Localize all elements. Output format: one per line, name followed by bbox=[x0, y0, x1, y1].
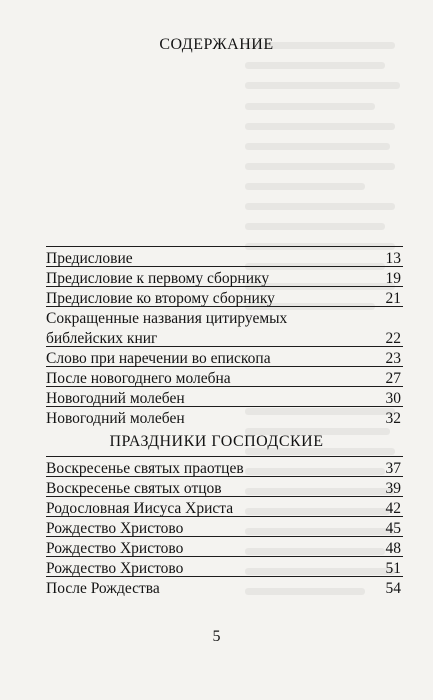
toc-entry-title: Рождество Христово bbox=[46, 560, 184, 577]
toc-entry bbox=[46, 409, 401, 429]
toc-entry-page: 13 bbox=[385, 250, 401, 267]
toc-entry-page: 54 bbox=[385, 580, 401, 597]
toc-entry-title: Сокращенные названия цитируемых библейских книг bbox=[46, 310, 288, 347]
toc-entry-page: 23 bbox=[385, 350, 401, 367]
page-number: 5 bbox=[212, 628, 221, 645]
entry-divider bbox=[46, 536, 403, 537]
entry-divider bbox=[46, 456, 403, 457]
toc-entry-title: Предисловие ко второму сборнику bbox=[46, 290, 275, 307]
toc-entry-page: 42 bbox=[385, 500, 401, 517]
section-heading: ПРАЗДНИКИ ГОСПОДСКИЕ bbox=[109, 433, 324, 450]
toc-entry-title: После новогоднего молебна bbox=[46, 370, 231, 387]
entry-divider bbox=[46, 306, 403, 307]
toc-entry-title: Рождество Христово bbox=[46, 520, 184, 537]
toc-entry-page: 21 bbox=[385, 290, 401, 307]
front-matter-list bbox=[46, 249, 401, 429]
toc-entry-title: Предисловие bbox=[46, 250, 133, 267]
entry-divider bbox=[46, 556, 403, 557]
entry-divider bbox=[46, 266, 403, 267]
toc-entry-title: Слово при наречении во епископа bbox=[46, 350, 271, 367]
entry-divider bbox=[46, 246, 403, 247]
entry-divider bbox=[46, 476, 403, 477]
toc-entry-page: 39 bbox=[385, 480, 401, 497]
toc-entry-title: Новогодний молебен bbox=[46, 410, 185, 427]
toc-entry bbox=[46, 309, 401, 349]
toc-entry-page: 37 bbox=[385, 460, 401, 477]
toc-entry-page: 19 bbox=[385, 270, 401, 287]
toc-entry-page: 51 bbox=[385, 560, 401, 577]
entry-divider bbox=[46, 346, 403, 347]
entry-divider bbox=[46, 516, 403, 517]
toc-entry-title: Родословная Иисуса Христа bbox=[46, 500, 234, 517]
toc-entry-title: Новогодний молебен bbox=[46, 390, 185, 407]
toc-entry-page: 30 bbox=[385, 390, 401, 407]
toc-entry-title: Предисловие к первому сборнику bbox=[46, 270, 270, 287]
feasts-list bbox=[46, 459, 401, 599]
toc-entry-title: Воскресенье святых праотцев bbox=[46, 460, 244, 477]
entry-divider bbox=[46, 386, 403, 387]
entry-divider bbox=[46, 286, 403, 287]
toc-entry bbox=[46, 579, 401, 599]
toc-entry-title: Рождество Христово bbox=[46, 540, 184, 557]
entry-divider bbox=[46, 576, 403, 577]
toc-entry-page: 27 bbox=[385, 370, 401, 387]
toc-entry-page: 22 bbox=[385, 330, 401, 347]
toc-entry-page: 45 bbox=[385, 520, 401, 537]
entry-divider bbox=[46, 366, 403, 367]
toc-entry-title: Воскресенье святых отцов bbox=[46, 480, 222, 497]
toc-entry-page: 48 bbox=[385, 540, 401, 557]
toc-entry-title: После Рождества bbox=[46, 580, 160, 597]
toc-entry-page: 32 bbox=[385, 410, 401, 427]
contents-heading: СОДЕРЖАНИЕ bbox=[159, 36, 274, 53]
entry-divider bbox=[46, 496, 403, 497]
entry-divider bbox=[46, 406, 403, 407]
